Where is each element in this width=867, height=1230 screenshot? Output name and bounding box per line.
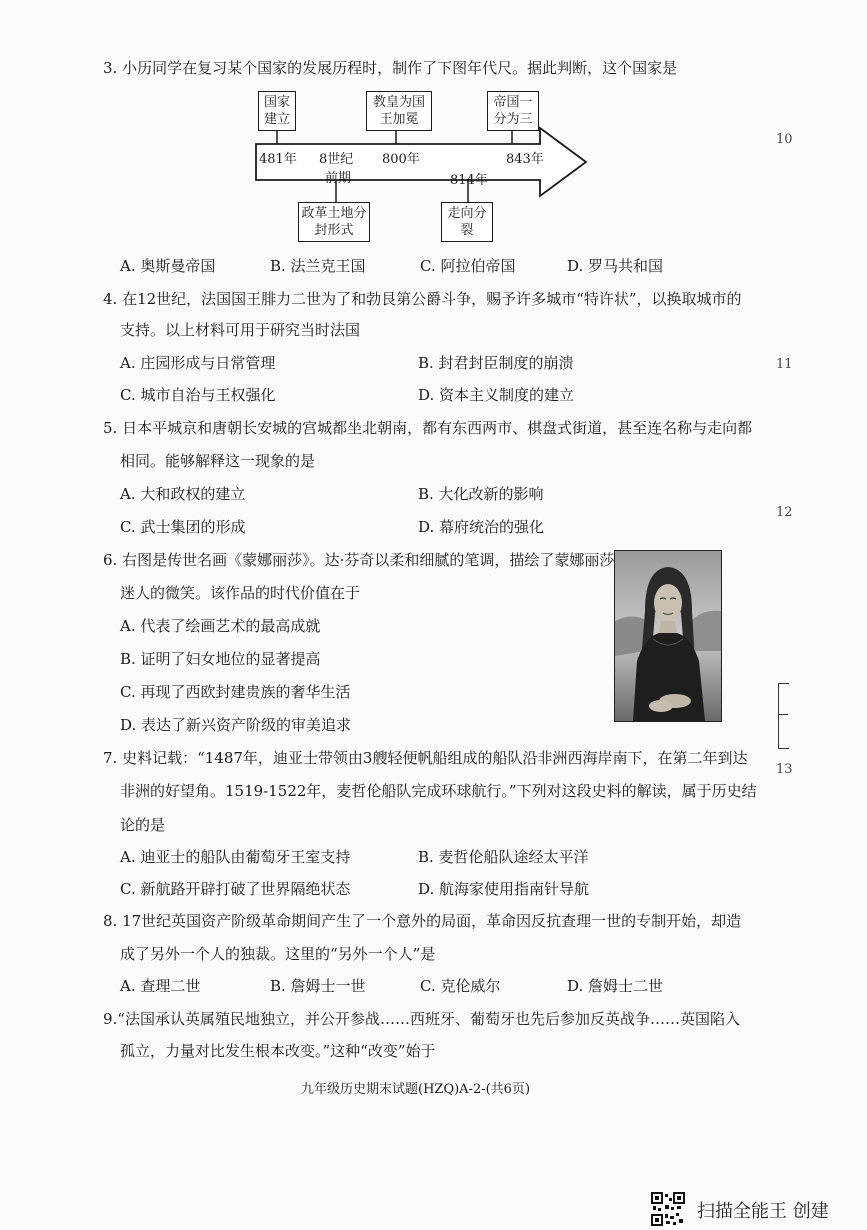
margin-mark-11: 11 [776, 357, 793, 372]
q9-stem-line2: 孤立，力量对比发生根本改变。”这种“改变”始于 [120, 1042, 436, 1060]
q8-stem-line2: 成了另外一个人的独裁。这里的“另外一个人”是 [120, 945, 436, 963]
qr-code-icon [651, 1192, 685, 1226]
q7-stem-line1: 7. 史料记载：“1487年，迪亚士带领由3艘轻便帆船组成的船队沿非洲西海岸南下，在第二年到达 [103, 749, 748, 767]
page-footer: 九年级历史期末试题(HZQ)A-2-(共6页) [301, 1082, 531, 1097]
q5-option-b: B. 大化改新的影响 [418, 485, 544, 503]
mona-lisa-painting [614, 550, 722, 722]
q7-option-b: B. 麦哲伦船队途经太平洋 [418, 848, 589, 866]
box-toward-division: 走向分裂 [441, 202, 493, 242]
q3-stem: 3. 小历同学在复习某个国家的发展历程时，制作了下图年代尺。据此判断，这个国家是 [103, 59, 678, 77]
box-empire-split: 帝国一分为三 [487, 91, 539, 131]
q5-option-d: D. 幕府统治的强化 [418, 518, 545, 536]
year-814: 814年 [450, 173, 488, 188]
q7-stem-line2: 非洲的好望角。1519-1522年，麦哲伦船队完成环球航行。”下列对这段史料的解读，属于历史结 [120, 782, 757, 800]
label-early: 前期 [325, 171, 352, 186]
q4-stem-line2: 支持。以上材料可用于研究当时法国 [120, 321, 361, 339]
q8-option-a: A. 查理二世 [120, 977, 201, 995]
q3-option-c: C. 阿拉伯帝国 [420, 257, 516, 275]
q5-stem-line2: 相同。能够解释这一现象的是 [120, 452, 316, 470]
q6-option-c: C. 再现了西欧封建贵族的奢华生活 [120, 683, 351, 701]
box-land-reform: 政革土地分封形式 [298, 202, 370, 242]
box-pope-crowns-king: 教皇为国王加冕 [366, 91, 432, 131]
margin-bracket-divider [778, 714, 788, 715]
q5-stem-line1: 5. 日本平城京和唐朝长安城的宫城都坐北朝南，都有东西两市、棋盘式街道，甚至连名称与走向都 [103, 419, 753, 437]
q4-option-d: D. 资本主义制度的建立 [418, 386, 575, 404]
margin-mark-10: 10 [776, 132, 793, 147]
q5-option-c: C. 武士集团的形成 [120, 518, 246, 536]
q6-stem-line2: 迷人的微笑。该作品的时代价值在于 [120, 584, 361, 602]
q7-option-c: C. 新航路开辟打破了世界隔绝状态 [120, 880, 351, 898]
q3-option-a: A. 奥斯曼帝国 [120, 257, 216, 275]
q9-stem-line1: 9.“法国承认英属殖民地独立，并公开参战……西班牙、葡萄牙也先后参加反英战争……英国陷入 [103, 1010, 740, 1028]
year-481: 481年 [259, 152, 297, 167]
q6-option-d: D. 表达了新兴资产阶级的审美追求 [120, 716, 352, 734]
scanner-watermark: 扫描全能王 创建 [697, 1201, 829, 1222]
margin-bracket [778, 683, 789, 749]
q8-option-d: D. 詹姆士二世 [567, 977, 664, 995]
q4-option-b: B. 封君封臣制度的崩溃 [418, 354, 574, 372]
year-800: 800年 [382, 152, 420, 167]
q4-option-a: A. 庄园形成与日常管理 [120, 354, 276, 372]
q4-option-c: C. 城市自治与王权强化 [120, 386, 276, 404]
q3-option-d: D. 罗马共和国 [567, 257, 664, 275]
q6-stem-line1: 6. 右图是传世名画《蒙娜丽莎》。达·芬奇以柔和细腻的笔调，描绘了蒙娜丽莎 [103, 551, 615, 569]
margin-mark-13: 13 [776, 762, 793, 777]
q7-option-d: D. 航海家使用指南针导航 [418, 880, 590, 898]
q8-option-c: C. 克伦威尔 [420, 977, 501, 995]
q8-option-b: B. 詹姆士一世 [270, 977, 366, 995]
q7-option-a: A. 迪亚士的船队由葡萄牙王室支持 [120, 848, 351, 866]
year-8th-century: 8世纪 [319, 152, 354, 167]
year-843: 843年 [506, 152, 544, 167]
q6-option-b: B. 证明了妇女地位的显著提高 [120, 650, 321, 668]
margin-mark-12: 12 [776, 505, 793, 520]
q6-option-a: A. 代表了绘画艺术的最高成就 [120, 617, 321, 635]
box-country-founded: 国家建立 [258, 91, 296, 131]
q4-stem-line1: 4. 在12世纪，法国国王腓力二世为了和勃艮第公爵斗争，赐予许多城市“特许状”，以换取城市的 [103, 290, 742, 308]
q5-option-a: A. 大和政权的建立 [120, 485, 246, 503]
q7-stem-line3: 论的是 [120, 816, 166, 834]
q8-stem-line1: 8. 17世纪英国资产阶级革命期间产生了一个意外的局面，革命因反抗查理一世的专制开始，却造 [103, 912, 742, 930]
mona-lisa-illustration [615, 551, 721, 721]
q3-option-b: B. 法兰克王国 [270, 257, 366, 275]
